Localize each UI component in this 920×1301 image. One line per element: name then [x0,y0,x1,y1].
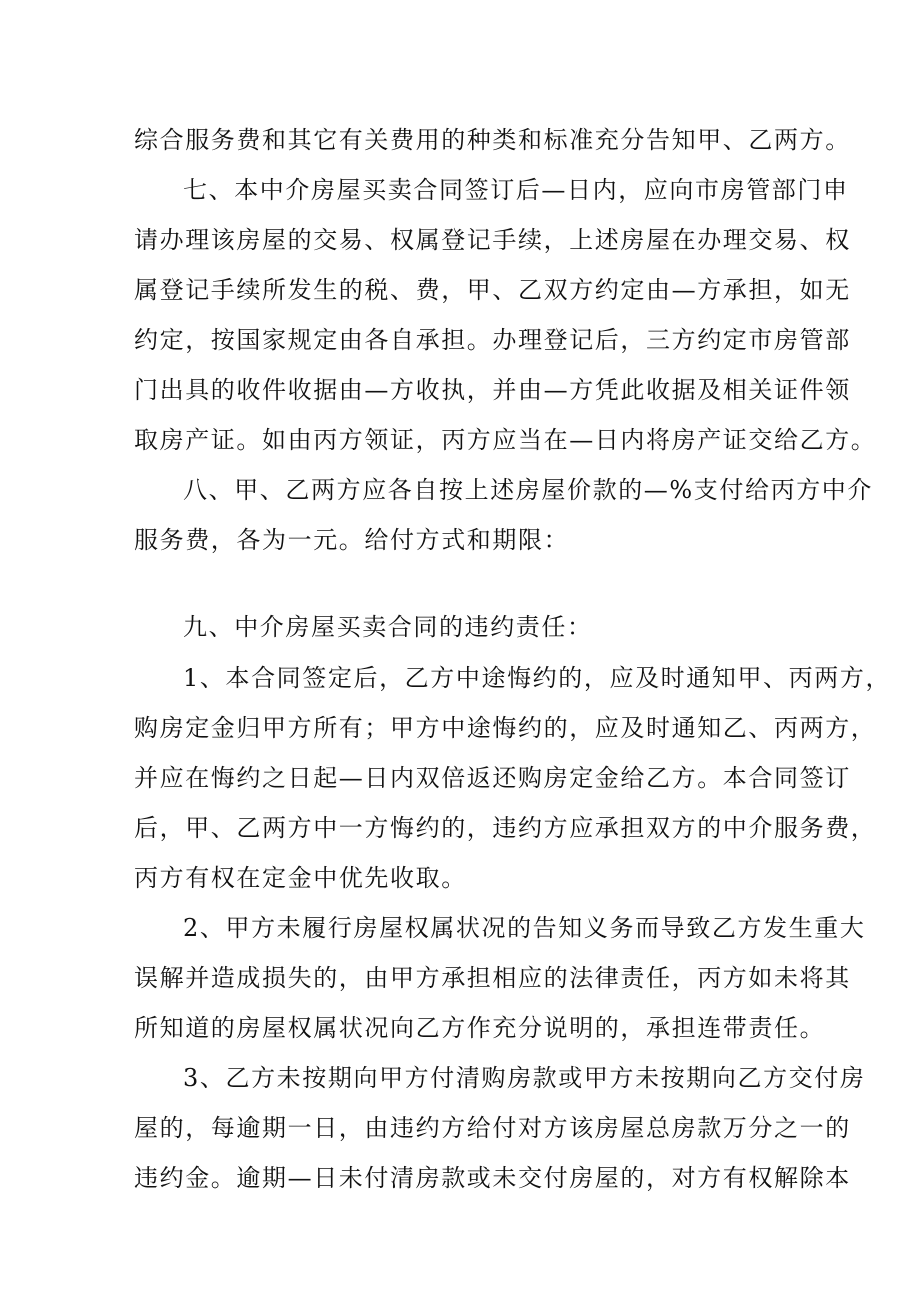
text-line: 2、甲方未履行房屋权属状况的告知义务而导致乙方发生重大 [183,914,866,942]
text-line: 门出具的收件收据由—方收执，并由—方凭此收据及相关证件领 [134,376,851,404]
text-line: 七、本中介房屋买卖合同签订后—日内，应向市房管部门申 [183,176,849,204]
text-line: 3、乙方未按期向甲方付清购房款或甲方未按期向乙方交付房 [183,1064,866,1092]
text-line: 所知道的房屋权属状况向乙方作充分说明的，承担连带责任。 [134,1014,826,1042]
text-line: 屋的，每逾期一日，由违约方给付对方该房屋总房款万分之一的 [134,1114,851,1142]
text-line: 购房定金归甲方所有；甲方中途悔约的，应及时通知乙、丙两方， [134,714,877,742]
text-line: 并应在悔约之日起—日内双倍返还购房定金给乙方。本合同签订 [134,764,851,792]
text-line: 九、中介房屋买卖合同的违约责任： [183,613,593,641]
text-line: 取房产证。如由丙方领证，丙方应当在—日内将房产证交给乙方。 [134,426,877,454]
text-line: 1、本合同签定后，乙方中途悔约的，应及时通知甲、丙两方， [183,664,892,692]
text-line: 综合服务费和其它有关费用的种类和标准充分告知甲、乙两方。 [134,126,851,154]
text-line: 误解并造成损失的，由甲方承担相应的法律责任，丙方如未将其 [134,964,851,992]
text-line: 违约金。逾期—日未付清房款或未交付房屋的，对方有权解除本 [134,1164,851,1192]
text-line: 请办理该房屋的交易、权属登记手续，上述房屋在办理交易、权 [134,226,851,254]
text-line: 后，甲、乙两方中一方悔约的，违约方应承担双方的中介服务费， [134,814,877,842]
text-line: 约定，按国家规定由各自承担。办理登记后，三方约定市房管部 [134,326,851,354]
text-line: 服务费，各为一元。给付方式和期限： [134,526,570,554]
text-line: 八、甲、乙两方应各自按上述房屋价款的—%支付给丙方中介 [183,476,874,504]
text-line: 属登记手续所发生的税、费，甲、乙双方约定由—方承担，如无 [134,276,851,304]
text-line: 丙方有权在定金中优先收取。 [134,864,467,892]
